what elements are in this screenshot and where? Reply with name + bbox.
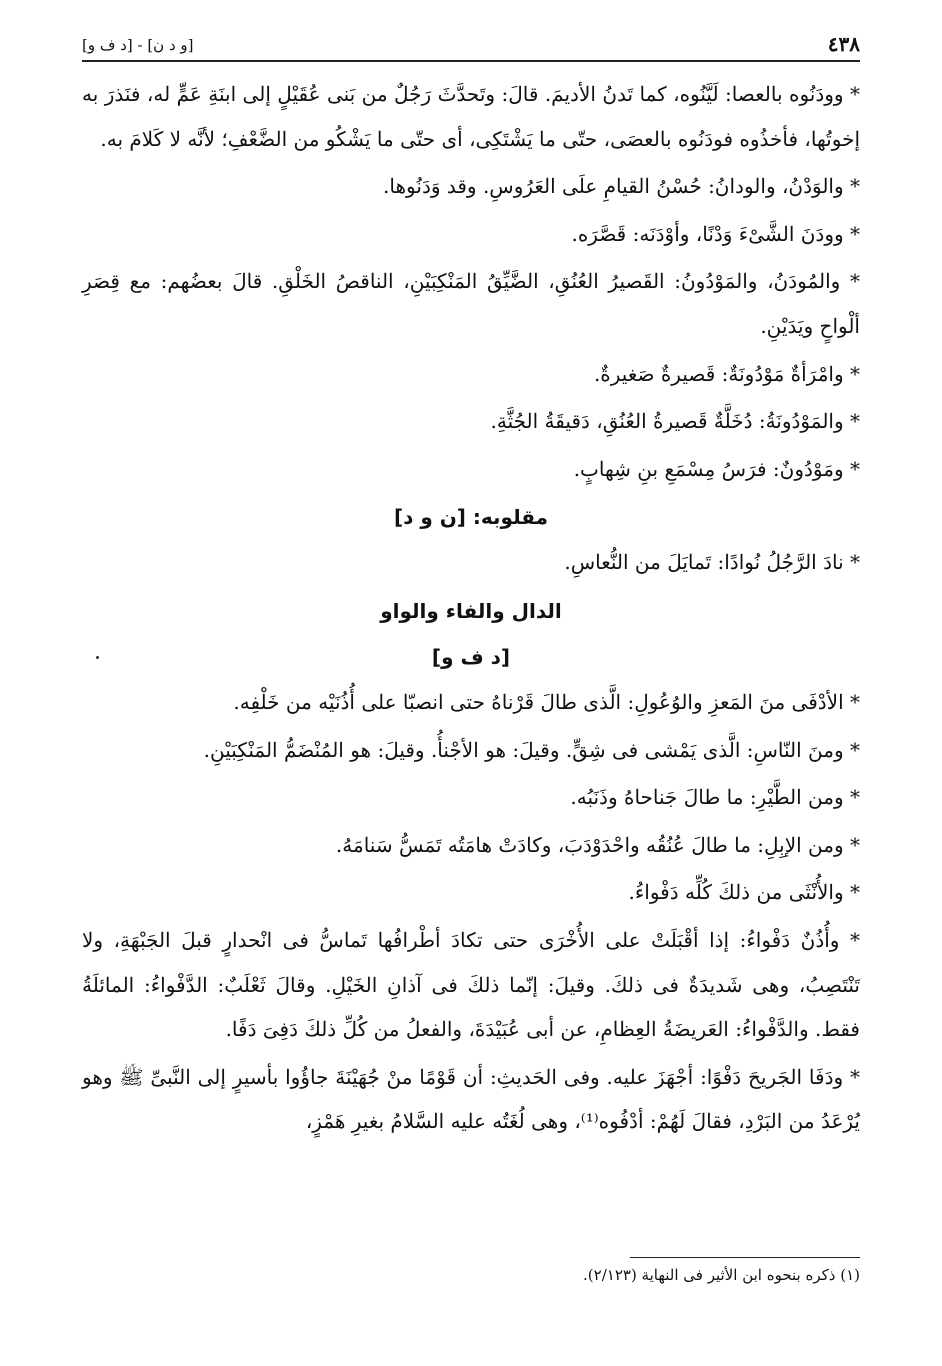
page-header — [82, 24, 860, 62]
page-body — [82, 72, 860, 1147]
entry-paragraph: * وأُذُنٌ دَفْواءُ: إذا أقْبَلَتْ على الأُخْرَى حتى تكادَ أطْرافُها تَماسُّ فى انْحدارٍ قبلَ الجَبْهَةِ، ولا تَنْتَصِبُ، وهى شَديدَةٌ فى ذلكَ. وقيلَ: إنّما ذلكَ فى آذانِ الخَيْلِ. وقالَ ثَعْلَبٌ: الدَّفْواءُ: المائلَةُ فقط. والدَّفْواءُ: العَريضَةُ العِظامِ، عن أبى عُبَيْدَةَ، والفعلُ من كُلِّ ذلكَ دَفِىَ دَفًا. — [82, 927, 860, 1042]
page-number: ٤٣٨ — [827, 32, 860, 56]
root-heading: [د ف و] — [431, 644, 511, 669]
entry-paragraph: * وودَنُوه بالعصا: لَيَّنُوه، كما تَدنُ الأديمَ. قالَ: وتَحدَّثَ رَجُلٌ من بَنى عُقَيْلٍ إلى ابنَةِ عَمٍّ له، فنَذرَ به إخوتُها، فأخذُوه فودَنُوه بالعصَى، حتّى ما يَشْتَكِى، أى حتّى ما يَشْكُو من الضَّعْفِ؛ لأنَّه لا كَلامَ به. — [82, 82, 860, 151]
chapter-heading: الدال والفاء والواو — [380, 598, 562, 623]
entry-paragraph: * والوَدْنُ، والودانُ: حُسْنُ القيامِ علَى العَرُوسِ. وقد وَدَنُوها. — [383, 174, 860, 199]
entry-paragraph: * ومن الطَّيْرِ: ما طالَ جَناحاهُ وذَنَبُه. — [570, 785, 860, 810]
entry-paragraph: * ومن الإبِلِ: ما طالَ عُنُقُه واحْدَوْدَبَ، وكادَتْ هامَتُه تَمَسُّ سَنامَهُ. — [335, 832, 860, 857]
entry-paragraph: * والمَوْدُونَةُ: دُخَلَّةٌ قَصيرةُ العُنُقِ، دَقيقَةُ الجُثَّةِ. — [490, 409, 860, 434]
entry-paragraph: * نادَ الرَّجُلُ نُوادًا: تَمايَلَ من النُّعاسِ. — [564, 550, 860, 575]
entry-paragraph: * ومنَ النّاسِ: الَّذى يَمْشى فى شِقٍّ. وقيلَ: هو الأجْنأُ. وقيلَ: هو المُنْضَمُّ المَنْكِبَيْنِ. — [203, 737, 860, 762]
footnotes — [82, 1257, 860, 1284]
entry-paragraph: * ومَوْدُونٌ: فرَسُ مِسْمَعِ بنِ شِهابٍ. — [573, 456, 860, 481]
running-head: [و د ن] - [د ف و] — [82, 36, 194, 54]
entry-paragraph: * وودَنَ الشَّىْءَ وَدْنًا، وأوْدَنَه: قَصَّرَه. — [571, 221, 860, 246]
stray-mark — [96, 656, 99, 659]
entry-paragraph: * ودَفَا الجَريحَ دَفْوًا: أجْهَزَ عليه. وفى الحَديثِ: أن قَوْمًا منْ جُهَيْنَةَ جاؤُوا بأسيرٍ إلى النَّبىِّ ﷺ وهو يُرْعَدُ من البَرْدِ، فقالَ لَهُمْ: أدْفُوه⁽¹⁾، وهى لُغَتُه عليه السَّلامُ بغيرِ هَمْزٍ، — [82, 1064, 860, 1134]
footnote: (١) ذكره بنحوه ابن الأثير فى النهاية (٢/١٢٣). — [583, 1266, 860, 1284]
section-heading-inverted-root: مقلوبه: [ن و د] — [393, 505, 549, 530]
footnote-rule — [630, 1257, 860, 1258]
entry-paragraph: * والأُنْثَى من ذلكَ كُلِّه دَفْواءُ. — [628, 880, 860, 905]
entry-paragraph: * والمُودَنُ، والمَوْدُونُ: القَصيرُ العُنُقِ، الضَّيِّقُ المَنْكِبَيْنِ، الناقصُ الخَلْقِ. قالَ بعضُهم: مع قِصَرِ ألْواحٍ ويَدَيْنِ. — [82, 269, 860, 338]
entry-paragraph: * وامْرَأةٌ مَوْدُونَةٌ: قَصيرةٌ صَغيرةٌ. — [593, 361, 860, 386]
entry-paragraph: * الأدْفَى منَ المَعزِ والوُعُولِ: الَّذى طالَ قَرْناهُ حتى انصبّا على أُذُنَيْه من خَلْفِه. — [233, 689, 860, 714]
